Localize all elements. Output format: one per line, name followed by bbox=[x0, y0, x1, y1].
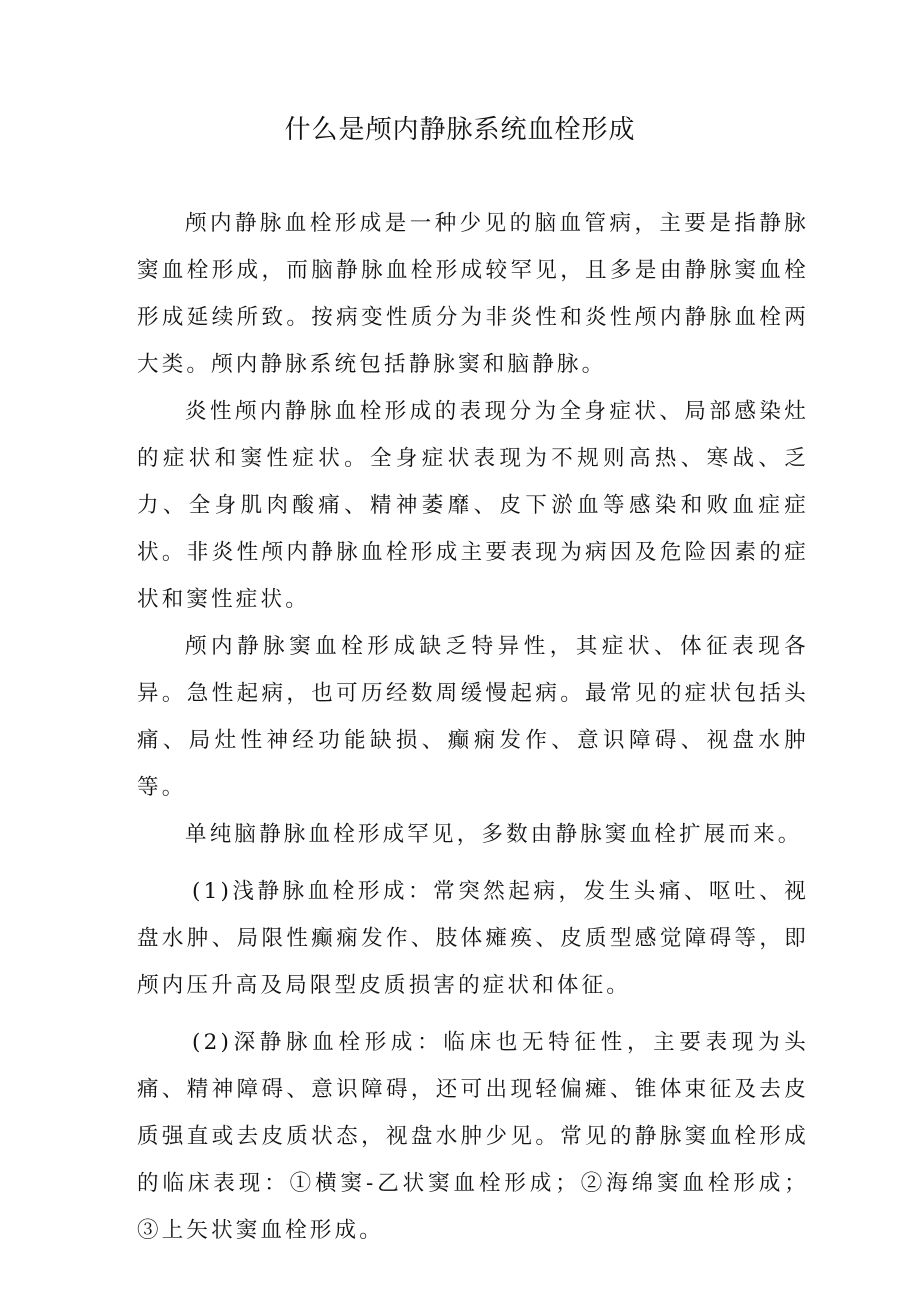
paragraph-inflammatory: 炎性颅内静脉血栓形成的表现分为全身症状、局部感染灶的症状和窦性症状。全身症状表现为不规则高热、寒战、乏力、全身肌肉酸痛、精神萎靡、皮下淤血等感染和败血症症状。非炎性颅内静脉血栓形成主要表现为病因及危险因素的症状和窦性症状。 bbox=[137, 399, 809, 612]
paragraph-cerebral-vein: 单纯脑静脉血栓形成罕见，多数由静脉窦血栓扩展而来。 bbox=[185, 822, 803, 847]
document-body bbox=[137, 200, 809, 1254]
paragraph-overview: 颅内静脉血栓形成是一种少见的脑血管病，主要是指静脉窦血栓形成，而脑静脉血栓形成较罕见，且多是由静脉窦血栓形成延续所致。按病变性质分为非炎性和炎性颅内静脉血栓两大类。颅内静脉系统包括静脉窦和脑静脉。 bbox=[137, 211, 809, 377]
paragraph-deep-vein: (2)深静脉血栓形成：临床也无特征性，主要表现为头痛、精神障碍、意识障碍，还可出现轻偏瘫、锥体束征及去皮质强直或去皮质状态，视盘水肿少见。常见的静脉窦血栓形成的临床表现：①横窦-乙状窦血栓形成；②海绵窦血栓形成；③上矢状窦血栓形成。 bbox=[137, 1030, 809, 1243]
paragraph-sinus-thrombosis: 颅内静脉窦血栓形成缺乏特异性，其症状、体征表现各异。急性起病，也可历经数周缓慢起病。最常见的症状包括头痛、局灶性神经功能缺损、癫痫发作、意识障碍、视盘水肿等。 bbox=[137, 634, 809, 800]
paragraph-superficial-vein: (1)浅静脉血栓形成：常突然起病，发生头痛、呕吐、视盘水肿、局限性癫痫发作、肢体瘫痪、皮质型感觉障碍等，即颅内压升高及局限型皮质损害的症状和体征。 bbox=[137, 879, 809, 998]
document-title: 什么是颅内静脉系统血栓形成 bbox=[284, 115, 636, 145]
